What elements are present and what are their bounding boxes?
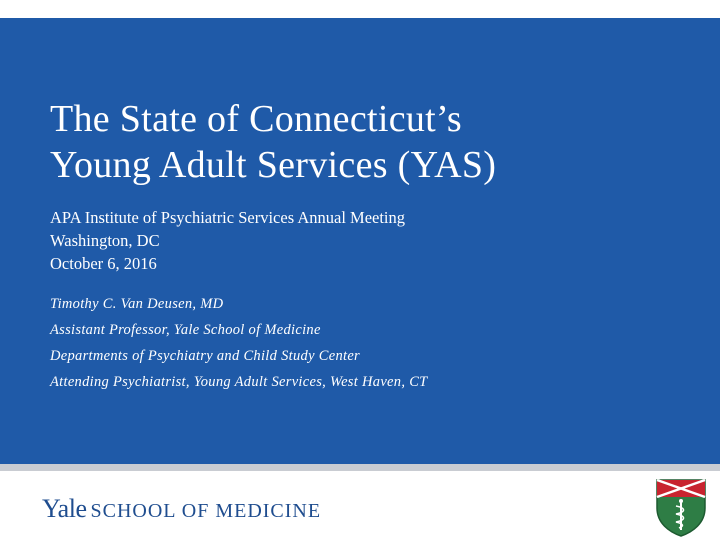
meeting-info — [50, 206, 670, 275]
presenter-name: Timothy C. Van Deusen, MD — [50, 296, 224, 312]
yale-medicine-wordmark — [42, 494, 321, 526]
presenter-title: Assistant Professor, Yale School of Medicine — [50, 322, 321, 338]
yale-medicine-shield-icon — [655, 478, 707, 538]
meeting-name: APA Institute of Psychiatric Services Annual Meeting — [50, 208, 406, 227]
top-strip — [0, 0, 720, 18]
meeting-location: Washington, DC — [50, 231, 160, 250]
wordmark-school: SCHOOL OF MEDICINE — [90, 500, 322, 522]
presenter-role: Attending Psychiatrist, Young Adult Services, West Haven, CT — [50, 374, 428, 390]
presenter-departments: Departments of Psychiatry and Child Study Center — [50, 348, 360, 364]
wordmark-yale: Yale — [42, 494, 87, 523]
slide-title — [50, 96, 700, 188]
title-line-1: The State of Connecticut’s — [50, 98, 462, 140]
meeting-date: October 6, 2016 — [50, 254, 157, 273]
divider-band — [0, 464, 720, 471]
presenter-info — [50, 291, 690, 395]
title-line-2: Young Adult Services (YAS) — [50, 144, 497, 186]
